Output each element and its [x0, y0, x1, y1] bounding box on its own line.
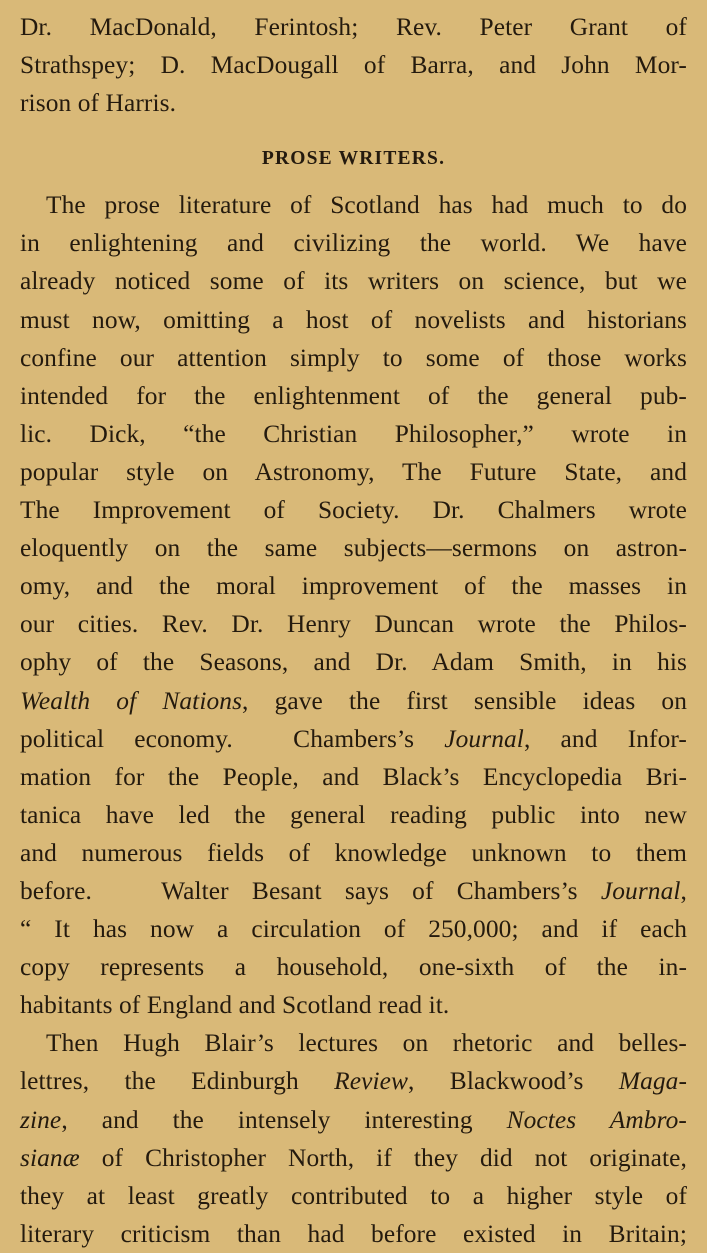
text-line-italic-wealth-of-nations — [20, 682, 687, 720]
italic-title-magazine-part2: zine — [20, 1105, 62, 1134]
text-line: Strathspey; D. MacDougall of Barra, and John Mor- — [20, 51, 687, 80]
text-line-part: , and Infor- — [523, 724, 687, 753]
text-line-italic-journal — [20, 720, 687, 758]
text-line: already noticed some of its writers on science, but we — [20, 267, 687, 296]
text-line: eloquently on the same subjects—sermons on astron- — [20, 534, 687, 563]
text-line: and numerous fields of knowledge unknown to them — [20, 838, 687, 867]
text-line: intended for the enlightenment of the general pub- — [20, 381, 687, 410]
text-line — [20, 1024, 687, 1062]
text-line: popular style on Astronomy, The Future State, and — [20, 457, 687, 486]
paragraph-prose-literature — [20, 186, 687, 1024]
text-line — [20, 186, 687, 224]
text-line-content: The prose literature of Scotland has had much to do — [46, 191, 687, 220]
text-line-rest: , gave the first sensible ideas on — [242, 686, 687, 715]
text-line: Dr. MacDonald, Ferintosh; Rev. Peter Grant of — [20, 13, 687, 41]
text-line-part: of Christopher North, if they did not originate, — [79, 1143, 687, 1172]
section-heading-prose-writers — [20, 148, 687, 170]
text-line: rison of Harris. — [20, 89, 177, 118]
text-line: habitants of England and Scotland read it. — [20, 991, 450, 1020]
text-line-part: , — [680, 876, 687, 905]
text-line-italic-review-magazine — [20, 1062, 687, 1100]
italic-title-noctes-part2: sianæ — [20, 1143, 80, 1172]
italic-title-wealth-of-nations: Wealth of Nations — [20, 686, 243, 715]
text-line: omy, and the moral improvement of the masses in — [20, 572, 687, 601]
text-line: “ It has now a circulation of 250,000; and if each — [20, 915, 687, 944]
text-line-part: political economy. Chambers’s — [20, 724, 445, 753]
text-line-part: before. Walter Besant says of Chambers’s — [20, 876, 601, 905]
text-line: they at least greatly contributed to a higher style of — [20, 1181, 687, 1210]
text-line: mation for the People, and Black’s Encyclopedia Bri- — [20, 762, 687, 791]
text-line-italic-sianae — [20, 1139, 687, 1177]
italic-title-noctes-part1: Noctes Ambro- — [506, 1105, 687, 1134]
text-line-italic-zine-noctes — [20, 1101, 687, 1139]
text-line-part: lettres, the Edinburgh — [20, 1067, 335, 1096]
text-line-part: , Blackwood’s — [408, 1067, 619, 1096]
paragraph-hugh-blair — [20, 1024, 687, 1253]
text-line-part: , and the intensely interesting — [61, 1105, 507, 1134]
text-line-content: Then Hugh Blair’s lectures on rhetoric and belles- — [46, 1029, 687, 1058]
text-line: The Improvement of Society. Dr. Chalmers wrote — [20, 496, 687, 525]
text-line: confine our attention simply to some of those works — [20, 343, 687, 372]
text-line: copy represents a household, one-sixth of the in- — [20, 953, 687, 982]
text-line: our cities. Rev. Dr. Henry Duncan wrote the Philos- — [20, 610, 687, 639]
paragraph-poets-continued — [20, 8, 687, 122]
text-line: tanica have led the general reading public into new — [20, 800, 687, 829]
text-line: literary criticism than had before existed in Britain; — [20, 1219, 687, 1248]
text-line: lic. Dick, “the Christian Philosopher,” wrote in — [20, 419, 687, 448]
italic-title-magazine-part1: Maga- — [618, 1067, 688, 1096]
text-line: in enlightening and civilizing the world. We have — [20, 229, 687, 258]
italic-title-journal: Journal — [444, 724, 524, 753]
italic-title-journal: Journal — [600, 876, 681, 905]
text-line: ophy of the Seasons, and Dr. Adam Smith, in his — [20, 648, 687, 677]
italic-title-review: Review — [334, 1067, 409, 1096]
text-line: must now, omitting a host of novelists and historians — [20, 305, 687, 334]
text-line-italic-journal-2 — [20, 872, 687, 910]
section-heading-text: PROSE WRITERS. — [261, 148, 446, 170]
